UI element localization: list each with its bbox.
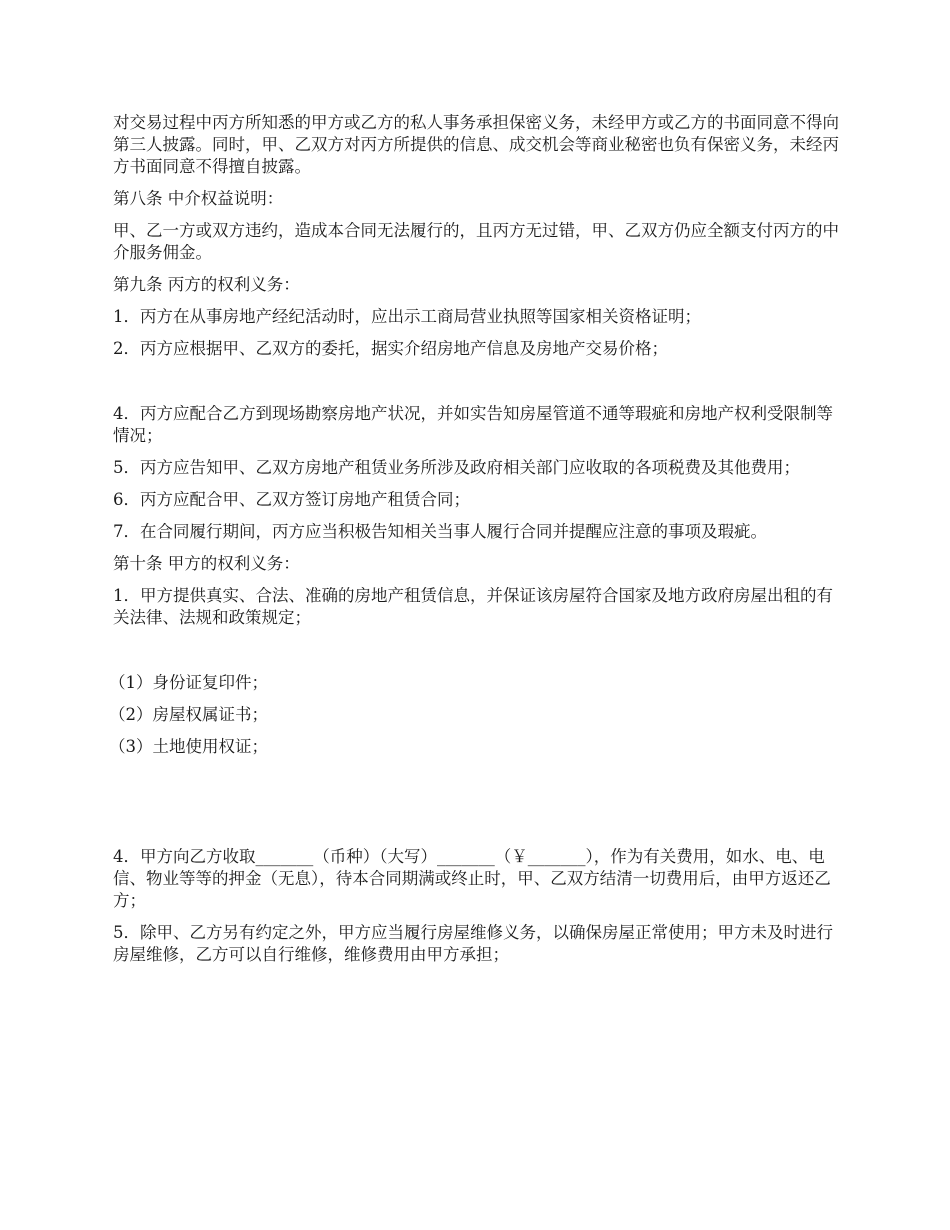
article-9-item-2: 2．丙方应根据甲、乙双方的委托，据实介绍房地产信息及房地产交易价格； (113, 339, 668, 358)
article-10-title: 第十条 甲方的权利义务： (113, 554, 300, 573)
blank-gap (113, 370, 843, 403)
article-10-item-5: 5．除甲、乙方另有约定之外，甲方应当履行房屋维修义务，以确保房屋正常使用；甲方未及时进行房屋维修，乙方可以自行维修，维修费用由甲方承担； (113, 923, 833, 964)
document-page (109, 112, 843, 976)
article-8-body: 甲、乙一方或双方违约，造成本合同无法履行的，且丙方无过错，甲、乙双方仍应全额支付丙方的中介服务佣金。 (113, 221, 839, 262)
article-9-item-1: 1．丙方在从事房地产经纪活动时，应出示工商局营业执照等国家相关资格证明； (113, 307, 701, 326)
article-9-item-6: 6．丙方应配合甲、乙双方签订房地产租赁合同； (113, 490, 470, 509)
article-9-item-4: 4．丙方应配合乙方到现场勘察房地产状况，并如实告知房屋管道不通等瑕疵和房地产权利受限制等情况； (113, 404, 833, 445)
article-8-title: 第八条 中介权益说明： (113, 189, 284, 208)
blank-gap (113, 639, 843, 672)
article-9-title: 第九条 丙方的权利义务： (113, 275, 300, 294)
confidentiality-paragraph: 对交易过程中丙方所知悉的甲方或乙方的私人事务承担保密义务，未经甲方或乙方的书面同意不得向第三人披露。同时，甲、乙双方对丙方所提供的信息、成交机会等商业秘密也负有保密义务，未经丙方书面同意不得擅自披露。 (113, 113, 839, 176)
article-10-item-4: 4．甲方向乙方收取_______（币种）（大写）_______（￥_______），作为有关费用，如水、电、电信、物业等等的押金（无息），待本合同期满或终止时，甲、乙双方结清一切费用后，由甲方返还乙方； (113, 847, 831, 910)
article-10-sub-item-3: （3）土地使用权证； (109, 737, 268, 756)
article-10-sub-item-2: （2）房屋权属证书； (109, 705, 268, 724)
article-10-sub-item-1: （1）身份证复印件； (109, 673, 268, 692)
blank-gap (113, 768, 843, 846)
article-9-item-5: 5．丙方应告知甲、乙双方房地产租赁业务所涉及政府相关部门应收取的各项税费及其他费用； (113, 458, 800, 477)
article-10-item-1: 1．甲方提供真实、合法、准确的房地产租赁信息，并保证该房屋符合国家及地方政府房屋出租的有关法律、法规和政策规定； (113, 586, 833, 627)
article-9-item-7: 7．在合同履行期间，丙方应当积极告知相关当事人履行合同并提醒应注意的事项及瑕疵。 (113, 522, 767, 541)
